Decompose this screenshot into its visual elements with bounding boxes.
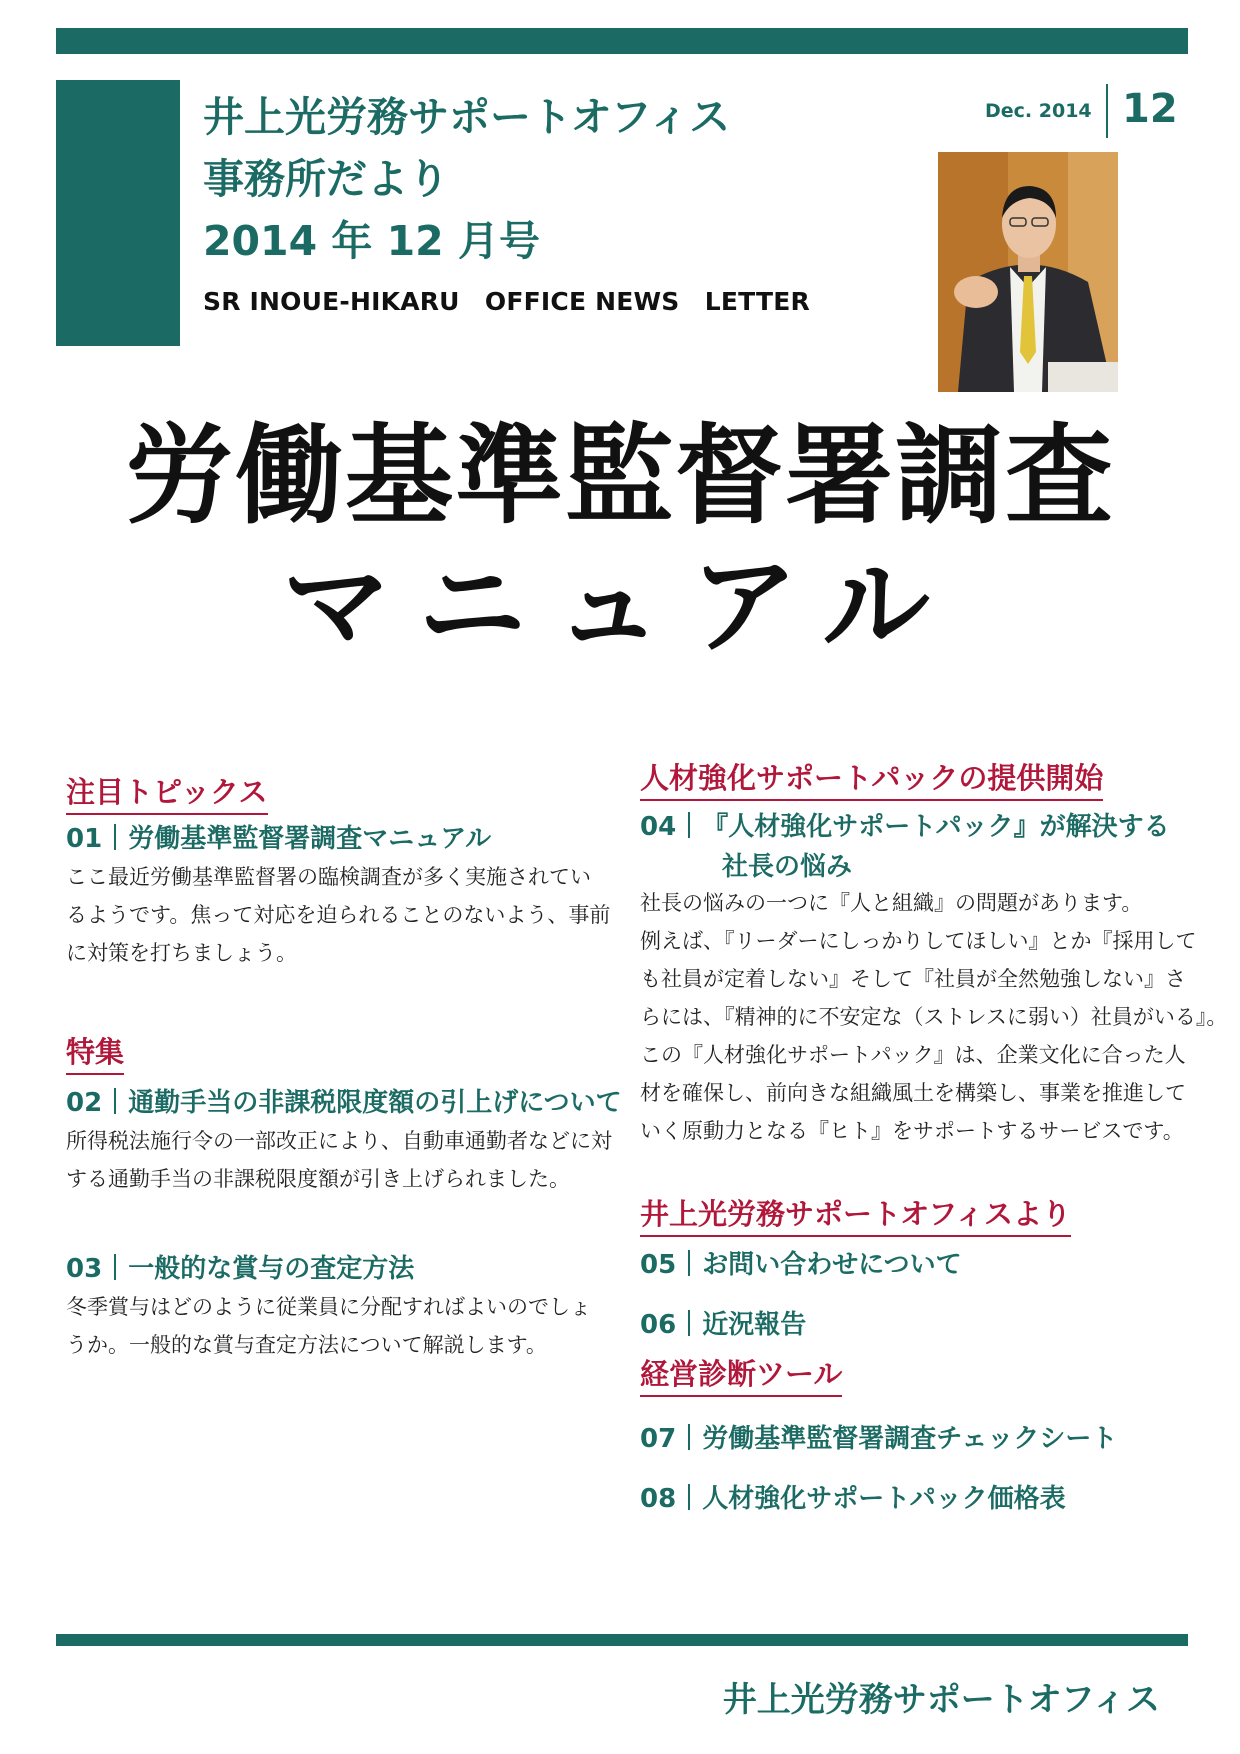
issue-date: Dec. 2014 (985, 100, 1092, 122)
toc-item-title: 『人材強化サポートパック』が解決する (702, 812, 1170, 842)
bottom-accent-bar (56, 1634, 1188, 1646)
text-line: いく原動力となる『ヒト』をサポートするサービスです。 (640, 1119, 1184, 1143)
toc-item-06[interactable] (640, 1304, 806, 1341)
separator (688, 812, 690, 838)
date-divider (1106, 84, 1108, 138)
toc-item-title: 通勤手当の非課税限度額の引上げについて (128, 1088, 622, 1118)
issue-number: 12 (1122, 86, 1178, 132)
toc-item-number: 01 (66, 824, 103, 854)
section-head-support-pack: 人材強化サポートパックの提供開始 (640, 756, 1103, 801)
text-line: 社長の悩みの一つに『人と組織』の問題があります。 (640, 891, 1143, 915)
text-line: に対策を打ちましょう。 (66, 941, 297, 965)
toc-item-05[interactable] (640, 1244, 962, 1281)
newsletter-name: 事務所だより (203, 155, 449, 203)
toc-item-07[interactable] (640, 1418, 1117, 1455)
section-head-feature: 特集 (66, 1030, 124, 1075)
separator (688, 1250, 690, 1276)
footer-office-name: 井上光労務サポートオフィス (722, 1680, 1160, 1720)
section-head-tools: 経営診断ツール (640, 1352, 842, 1397)
header-side-block (56, 80, 180, 346)
text-line: この『人材強化サポートパック』は、企業文化に合った人 (640, 1043, 1186, 1067)
item-03-description (66, 1288, 591, 1364)
toc-item-04[interactable] (640, 806, 1170, 843)
main-subtitle: マニュアル (282, 544, 958, 669)
toc-item-number: 05 (640, 1250, 677, 1280)
toc-item-number: 03 (66, 1254, 103, 1284)
toc-item-title: 人材強化サポートパック価格表 (702, 1484, 1066, 1514)
text-line: らには、『精神的に不安定な（ストレスに弱い）社員がいる』。 (640, 1005, 1228, 1029)
item-04-description (640, 884, 1227, 1150)
separator (688, 1484, 690, 1510)
text-line: るようです。焦って対応を迫られることのないよう、事前 (66, 903, 611, 927)
toc-item-title: 労働基準監督署調査マニュアル (128, 824, 492, 854)
toc-item-number: 08 (640, 1484, 677, 1514)
issue-label: 2014 年 12 月号 (203, 217, 540, 265)
toc-item-title: 労働基準監督署調査チェックシート (702, 1424, 1118, 1454)
toc-item-04-title-line2: 社長の悩み (722, 852, 853, 882)
text-line: 材を確保し、前向きな組織風土を構築し、事業を推進して (640, 1081, 1186, 1105)
toc-item-number: 07 (640, 1424, 677, 1454)
toc-item-02[interactable] (66, 1082, 622, 1119)
text-line: 所得税法施行令の一部改正により、自動車通勤者などに対 (66, 1129, 612, 1153)
toc-item-number: 02 (66, 1088, 103, 1118)
text-line: 例えば、『リーダーにしっかりしてほしい』とか『採用して (640, 929, 1197, 953)
top-accent-bar (56, 28, 1188, 54)
author-portrait-photo (938, 152, 1118, 392)
office-name: 井上光労務サポートオフィス (203, 93, 731, 141)
toc-item-title: お問い合わせについて (702, 1250, 962, 1280)
separator (114, 1088, 116, 1114)
toc-item-title: 近況報告 (702, 1310, 807, 1340)
item-02-description (66, 1122, 612, 1198)
separator (114, 824, 116, 850)
section-head-office: 井上光労務サポートオフィスより (640, 1192, 1071, 1237)
main-title: 労働基準監督署調査 (124, 414, 1115, 539)
section-head-topics: 注目トピックス (66, 770, 268, 815)
text-line: する通勤手当の非課税限度額が引き上げられました。 (66, 1167, 570, 1191)
english-title: SR INOUE-HIKARU OFFICE NEWS LETTER (203, 287, 810, 316)
separator (114, 1254, 116, 1280)
separator (688, 1310, 690, 1336)
toc-item-03[interactable] (66, 1248, 414, 1285)
text-line: うか。一般的な賞与査定方法について解説します。 (66, 1333, 547, 1357)
text-line: 冬季賞与はどのように従業員に分配すればよいのでしょ (66, 1295, 591, 1319)
text-line: も社員が定着しない』そして『社員が全然勉強しない』さ (640, 967, 1186, 991)
separator (688, 1424, 690, 1450)
toc-item-title: 一般的な賞与の査定方法 (128, 1254, 415, 1284)
item-01-description (66, 858, 610, 972)
toc-item-number: 04 (640, 812, 677, 842)
toc-item-number: 06 (640, 1310, 677, 1340)
text-line: ここ最近労働基準監督署の臨検調査が多く実施されてい (66, 865, 591, 889)
toc-item-08[interactable] (640, 1478, 1066, 1515)
toc-item-01[interactable] (66, 818, 491, 855)
